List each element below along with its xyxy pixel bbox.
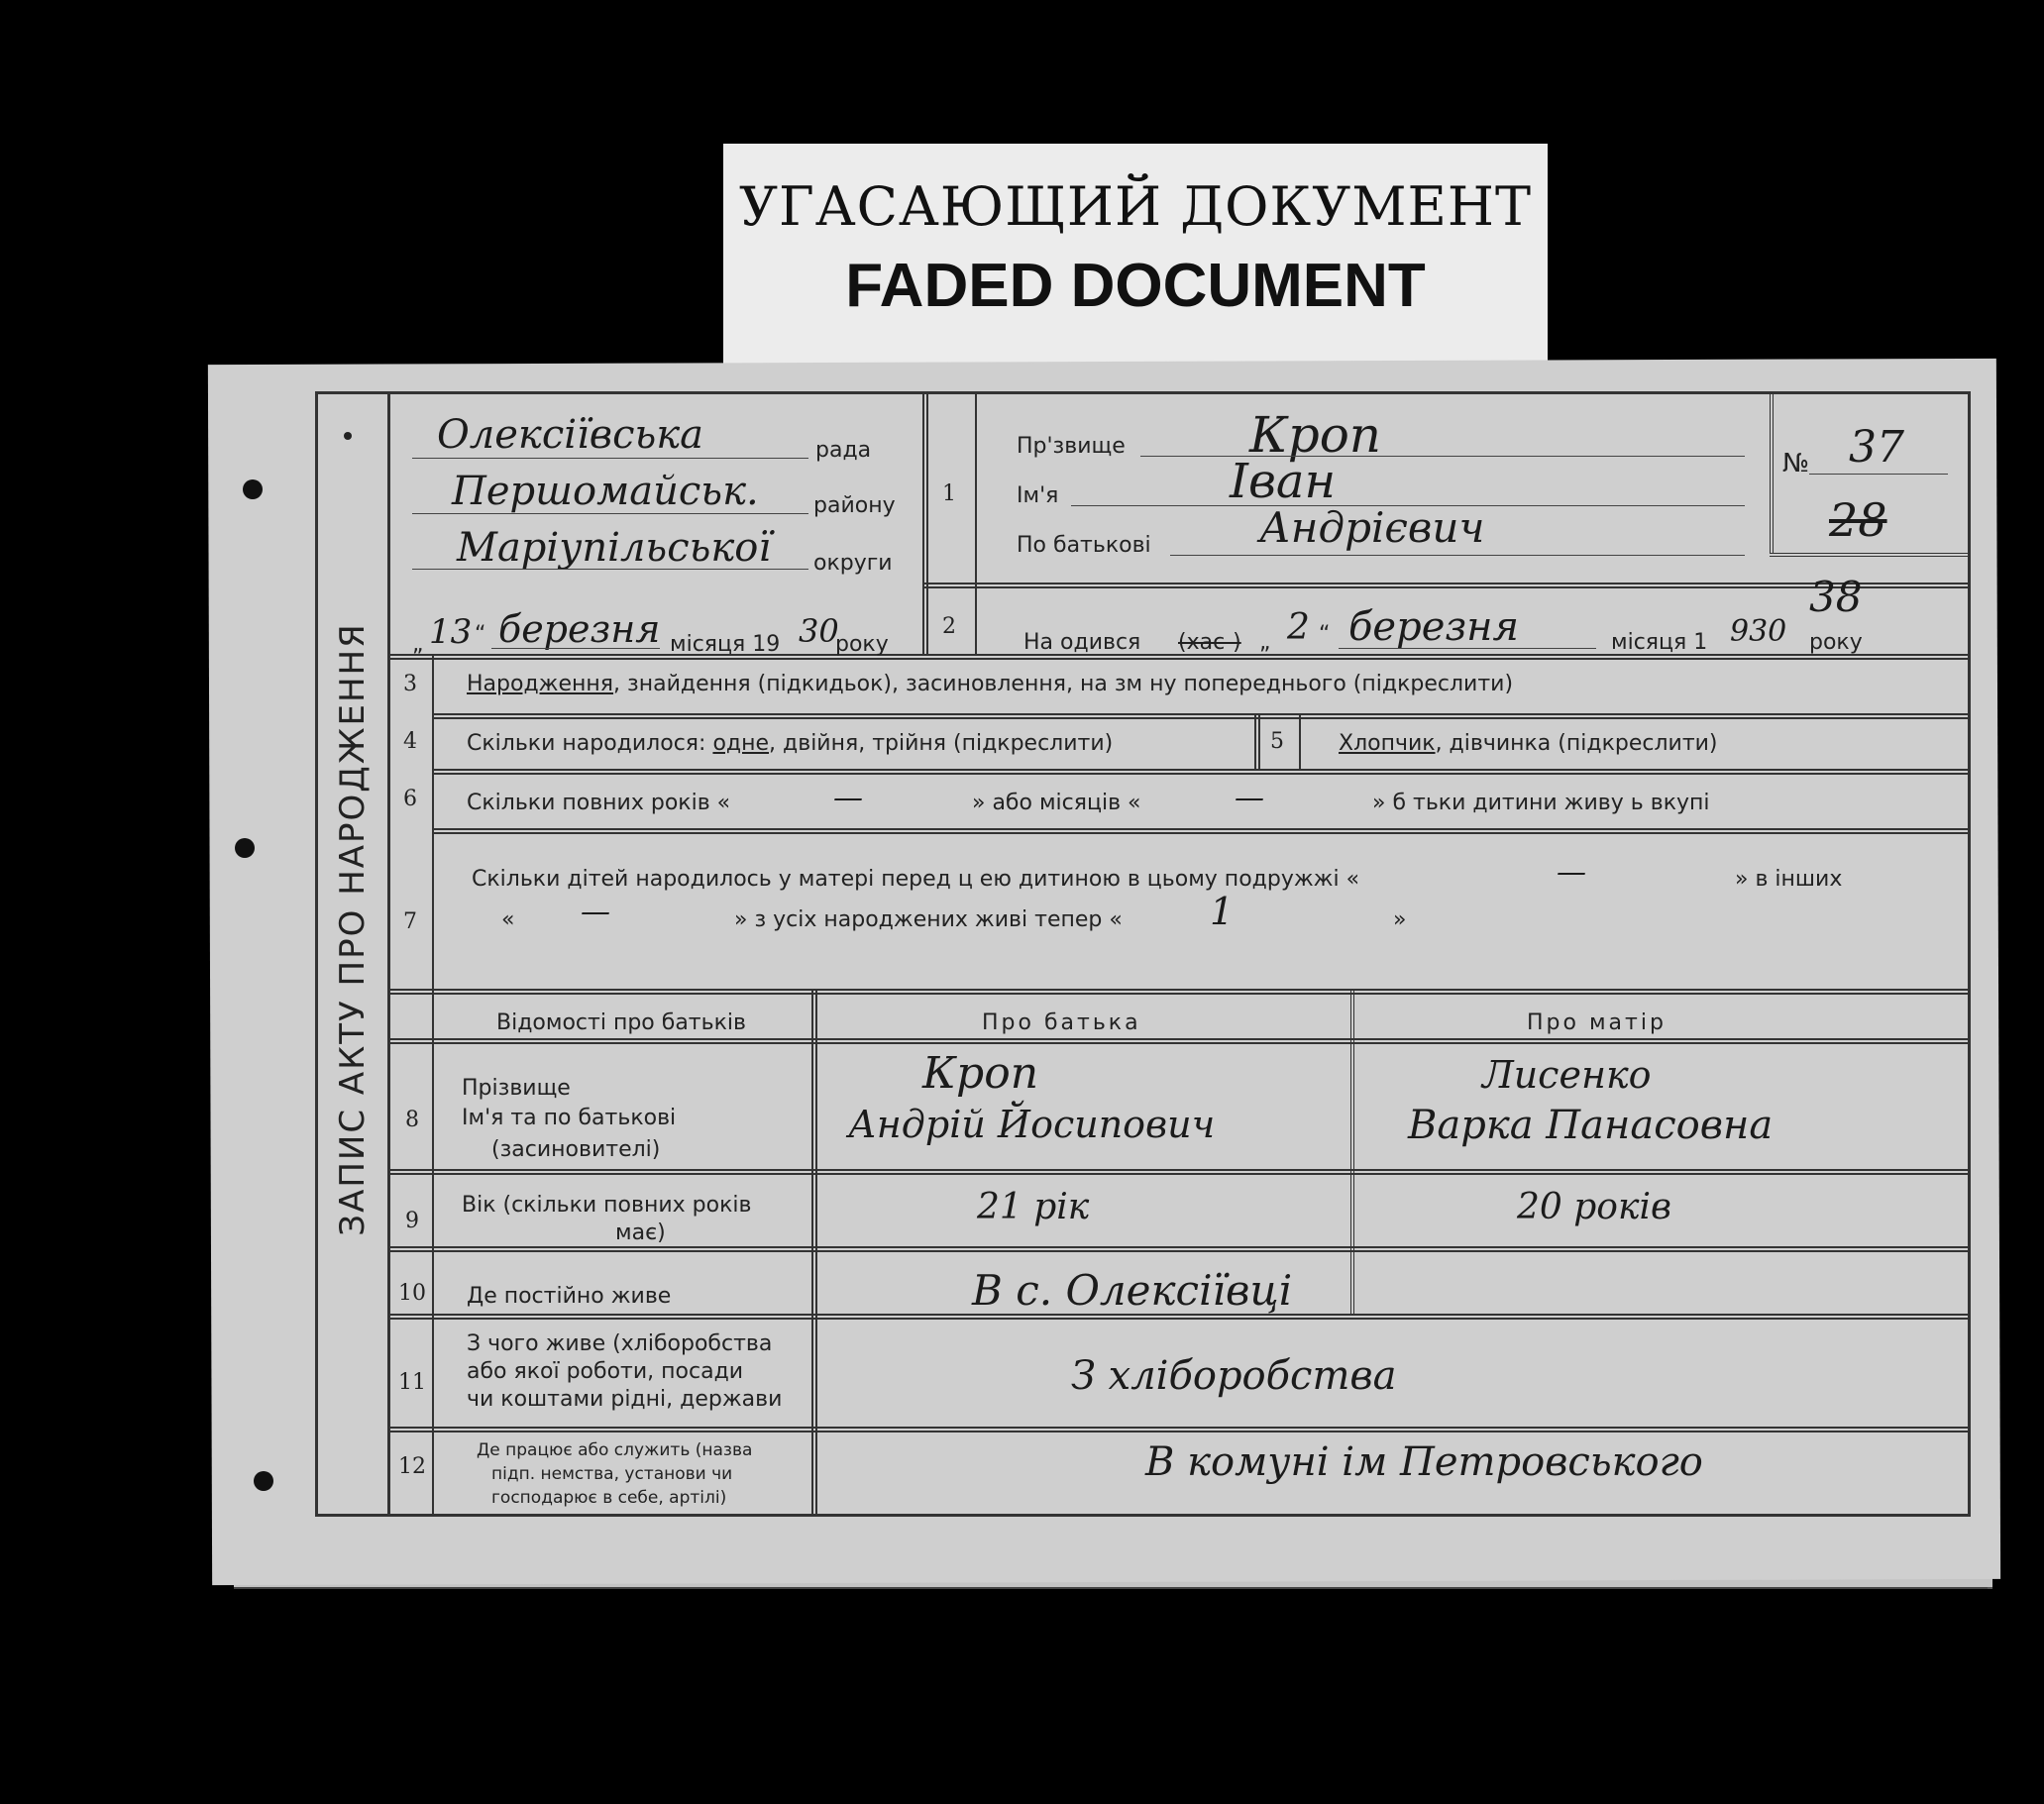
cohabitation-text-a: Скільки повних років « (467, 791, 731, 815)
record-number: 37 (1849, 422, 1904, 473)
row7-bottom (387, 989, 1968, 995)
cohabitation-text-b: » або місяців « (972, 791, 1141, 815)
occupation-label-2: або якої роботи, посади (467, 1359, 744, 1384)
registration-month: березня (498, 607, 661, 651)
father-surname: Кроп (922, 1048, 1039, 1099)
cohabitation-text-c: » б тьки дитини живу ь вкупі (1372, 791, 1710, 815)
date-close-quote: “ (475, 622, 486, 647)
row-number: 1 (942, 481, 956, 506)
rada-value: Олексіївська (437, 412, 704, 458)
registration-year: 30 (799, 612, 839, 650)
birth-count-label: Скільки народилося: (467, 731, 706, 756)
row-number: 8 (405, 1108, 419, 1132)
row-number: 10 (398, 1281, 426, 1306)
parents-surname-label: Прізвище (462, 1076, 571, 1101)
children-text-line1b: » в інших (1735, 867, 1843, 892)
children-text-line2a: « (501, 907, 515, 932)
father-age: 21 рік (977, 1187, 1090, 1227)
birth-month-label: місяця 1 (1611, 630, 1708, 655)
birth-day: 2 (1287, 607, 1310, 648)
occupation-label-1: З чого живе (хліборобства (467, 1331, 773, 1356)
children-text-line2c: » (1393, 907, 1407, 932)
age-label-2: має) (615, 1220, 666, 1245)
birth-count-selected: одне (712, 731, 770, 756)
mother-name: Варка Панасовна (1408, 1103, 1774, 1148)
parents-name-label: Ім'я та по батькові (462, 1106, 677, 1130)
father-name: Андрій Йосипович (848, 1103, 1216, 1146)
child-surname: Кроп (1249, 406, 1382, 464)
number-column-divider (432, 654, 434, 1514)
rada-line (412, 458, 808, 459)
birth-year: 930 (1730, 614, 1787, 649)
mother-header: Про матір (1527, 1010, 1667, 1035)
event-type-rest: , знайдення (підкидьок), засиновлення, на зм ну попереднього (підкреслити) (613, 672, 1514, 696)
children-text-line2b: » з усіх народжених живі тепер « (734, 907, 1123, 932)
row4-bottom (432, 769, 1968, 775)
raion-line (412, 513, 808, 514)
record-no-bottom (1770, 553, 1968, 557)
birth-month-line (1339, 648, 1596, 649)
children-other: — (581, 895, 610, 929)
month-line (491, 648, 660, 649)
row-number: 12 (398, 1454, 426, 1479)
row5-number-divider (1299, 713, 1301, 769)
row-number: 5 (1270, 729, 1284, 754)
form-sidebar (318, 394, 390, 1514)
row8-bottom (387, 1169, 1968, 1175)
children-text-line1a: Скільки дітей народилось у матері перед ц ею дитиною в цьому подружжі « (472, 867, 1360, 892)
event-type-options (467, 672, 1513, 696)
workplace-value: В комуні ім Петровського (1145, 1439, 1703, 1485)
birth-record-form (315, 391, 1971, 1517)
sex-options (1339, 731, 1718, 756)
birth-year-label: року (1809, 630, 1863, 655)
residence-label: Де постійно живе (467, 1284, 672, 1309)
raion-label: району (813, 493, 896, 518)
row-number: 3 (403, 672, 417, 696)
occupation-label-3: чи коштами рідні, держави (467, 1387, 783, 1412)
parents-info-header: Відомості про батьків (496, 1010, 746, 1035)
occupation-value: З хліборобства (1071, 1353, 1397, 1399)
birth-date-label: На одився (1023, 630, 1141, 655)
father-header: Про батька (982, 1010, 1141, 1035)
birth-count-rest: , двійня, трійня (підкреслити) (769, 731, 1114, 756)
year-label: року (835, 632, 889, 657)
okruha-label: округи (813, 551, 893, 576)
birth-count-options (467, 731, 1113, 756)
notice-english: FADED DOCUMENT (845, 252, 1426, 320)
day-open-quote: „ (1259, 630, 1271, 655)
workplace-label-2: підп. немства, установи чи (491, 1464, 733, 1484)
row-number: 11 (398, 1370, 426, 1395)
age-label: Вік (скільки повних років (462, 1193, 752, 1218)
header-divider (922, 394, 928, 654)
record-no-label: № (1782, 449, 1810, 478)
workplace-label-3: господарює в себе, артілі) (491, 1488, 727, 1508)
punch-hole-icon (243, 479, 263, 499)
month-label: місяця 19 (670, 632, 781, 657)
cohabitation-years: — (833, 781, 863, 815)
child-name: Іван (1230, 454, 1337, 509)
record-no-divider (1770, 394, 1774, 553)
children-in-marriage: — (1557, 855, 1586, 890)
punch-hole-icon (235, 838, 255, 858)
record-number-extra: 38 (1809, 573, 1863, 621)
bullet-icon (344, 432, 352, 440)
row-number: 9 (405, 1209, 419, 1233)
mother-surname: Лисенко (1482, 1053, 1652, 1097)
row11-bottom (387, 1427, 1968, 1433)
surname-label: Пр'звище (1017, 434, 1126, 459)
row3-bottom (432, 713, 1968, 719)
children-alive: 1 (1210, 890, 1235, 933)
punch-hole-icon (254, 1471, 273, 1491)
okruha-line (412, 569, 808, 570)
row-number: 7 (403, 909, 417, 934)
event-birth-selected: Народження (467, 672, 614, 696)
name-label: Ім'я (1017, 483, 1059, 508)
birth-month: березня (1348, 604, 1520, 650)
date-open-quote: „ (412, 632, 424, 657)
sex-selected: Хлопчик (1339, 731, 1436, 756)
row-number: 4 (403, 729, 417, 754)
workplace-label-1: Де працює або служить (назва (477, 1440, 753, 1460)
raion-value: Першомайськ. (452, 469, 759, 514)
row-number-divider (975, 394, 977, 654)
record-number-crossed: 28 (1829, 493, 1887, 547)
mother-age: 20 років (1517, 1187, 1671, 1227)
child-patronymic: Андрієвич (1259, 503, 1485, 552)
sex-rest: , дівчинка (підкреслити) (1435, 731, 1718, 756)
rada-label: рада (815, 438, 872, 463)
parents-adopters-label: (засиновителі) (491, 1137, 661, 1162)
patronymic-label: По батькові (1017, 533, 1151, 558)
form-title-vertical: ЗАПИС АКТУ ПРО НАРОДЖЕННЯ (333, 622, 373, 1236)
registration-day: 13 (429, 612, 473, 652)
row-number: 2 (942, 614, 956, 639)
record-no-line (1809, 474, 1948, 475)
row9-bottom (387, 1246, 1968, 1252)
cohabitation-months: — (1235, 781, 1264, 815)
struck-text: (хас-) (1178, 630, 1241, 655)
okruha-value: Маріупільської (457, 525, 772, 571)
notice-russian: УГАСАЮЩИЙ ДОКУМЕНТ (738, 175, 1533, 238)
row6-bottom (432, 828, 1968, 834)
row-number: 6 (403, 787, 417, 811)
parents-header-bottom (387, 1038, 1968, 1044)
faded-document-notice (723, 144, 1548, 367)
patronymic-line (1170, 555, 1745, 556)
residence-value: В с. Олексіївці (972, 1266, 1293, 1315)
day-close-quote: “ (1319, 622, 1331, 647)
